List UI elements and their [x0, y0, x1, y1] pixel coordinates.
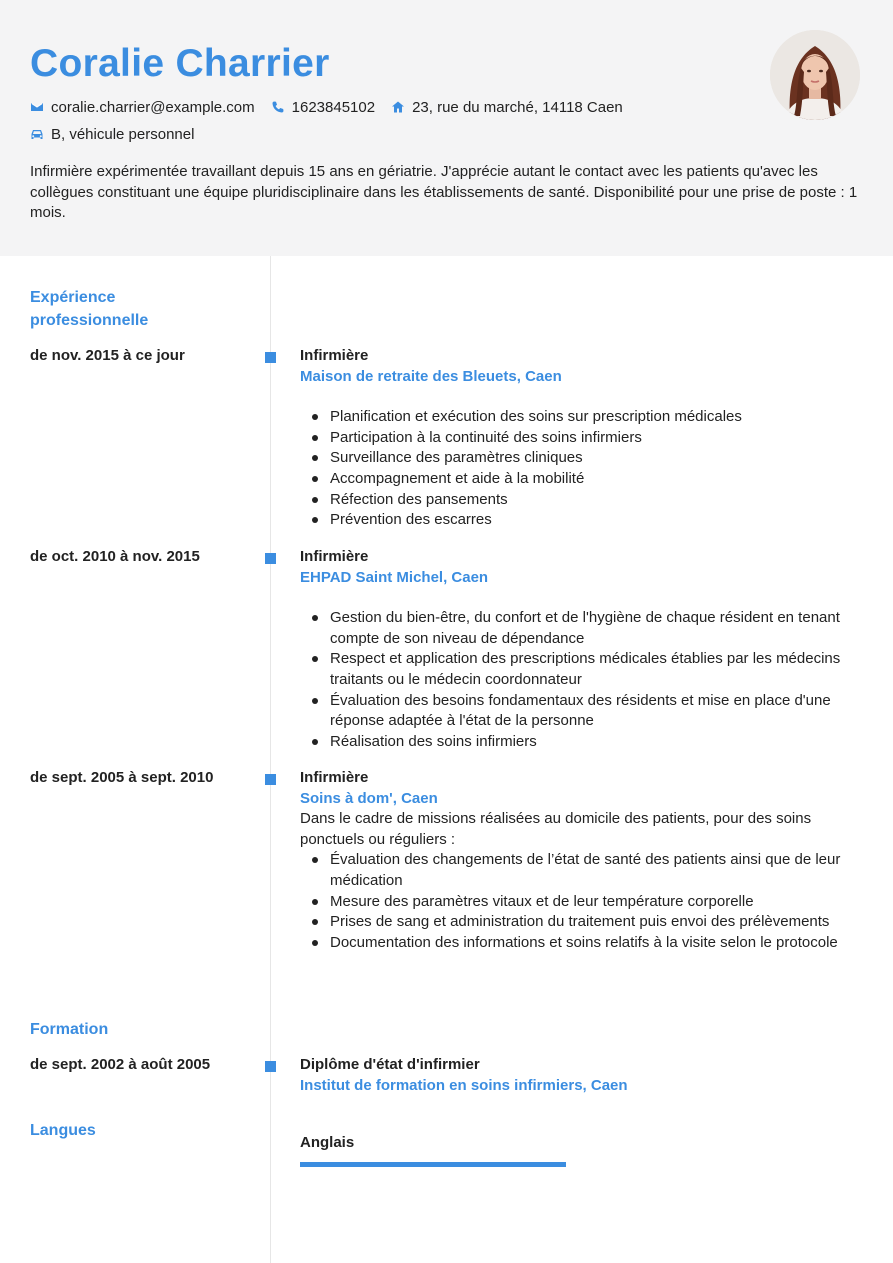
email-icon	[30, 100, 44, 114]
timeline-marker	[265, 1061, 276, 1072]
job-organization: EHPAD Saint Michel, Caen	[300, 568, 489, 586]
contact-address	[391, 99, 623, 116]
email-text: coralie.charrier@example.com	[51, 98, 255, 116]
section-title-experience: Expérience professionnelle	[30, 289, 149, 329]
candidate-name: Coralie Charrier	[30, 42, 330, 85]
list-item: Prises de sang et administration du traitement puis envoi des prélèvements	[300, 912, 865, 933]
license-text: B, véhicule personnel	[51, 125, 195, 143]
car-icon	[30, 127, 44, 141]
home-icon	[391, 100, 405, 114]
section-title-education: Formation	[30, 1021, 109, 1038]
job-tasks	[300, 608, 865, 752]
license-row	[30, 124, 210, 144]
job-organization: Soins à dom', Caen	[300, 789, 438, 807]
job-tasks	[300, 850, 865, 953]
experience-entry	[300, 768, 865, 953]
job-organization: Maison de retraite des Bleuets, Caen	[300, 367, 562, 385]
job-description: Dans le cadre de missions réalisées au domicile des patients, pour des soins ponctuels ou réguliers :	[300, 810, 812, 848]
degree-title: Diplôme d'état d'infirmier	[300, 1056, 480, 1073]
list-item: Réalisation des soins infirmiers	[300, 732, 865, 753]
contact-license	[30, 126, 194, 143]
education-date: de sept. 2002 à août 2005	[30, 1056, 211, 1073]
list-item: Évaluation des changements de l’état de santé des patients ainsi que de leur médication	[300, 850, 865, 891]
timeline-divider	[270, 256, 271, 1263]
school-name: Institut de formation en soins infirmiers, Caen	[300, 1076, 628, 1094]
portrait-image	[770, 30, 860, 120]
address-text: 23, rue du marché, 14118 Caen	[412, 98, 623, 116]
list-item: Réfection des pansements	[300, 490, 865, 511]
language-level-bar	[300, 1162, 566, 1167]
profile-photo	[770, 30, 860, 120]
list-item: Respect et application des prescriptions médicales établies par les médecins traitants ou le médecin coordonnateur	[300, 649, 865, 690]
experience-entry	[300, 346, 865, 531]
job-title: Infirmière	[300, 548, 369, 565]
list-item: Surveillance des paramètres cliniques	[300, 448, 865, 469]
timeline-marker	[265, 774, 276, 785]
education-entry	[300, 1055, 865, 1096]
experience-date: de nov. 2015 à ce jour	[30, 347, 185, 364]
contact-email[interactable]	[30, 99, 255, 116]
cv-header	[0, 0, 893, 256]
list-item: Planification et exécution des soins sur prescription médicales	[300, 407, 865, 428]
contact-row	[30, 97, 639, 117]
profile-summary: Infirmière expérimentée travaillant depuis 15 ans en gériatrie. J'apprécie autant le contact avec les patients qu'avec les collègues constituant une équipe pluridisciplinaire dans les établissements de santé. Disponibilité pour une prise de poste : 1 mois.	[30, 163, 858, 221]
list-item: Accompagnement et aide à la mobilité	[300, 469, 865, 490]
job-title: Infirmière	[300, 347, 369, 364]
list-item: Gestion du bien-être, du confort et de l'hygiène de chaque résident en tenant compte de son niveau de dépendance	[300, 608, 865, 649]
list-item: Participation à la continuité des soins infirmiers	[300, 428, 865, 449]
section-title-languages: Langues	[30, 1122, 96, 1139]
contact-phone[interactable]	[271, 99, 375, 116]
timeline-marker	[265, 553, 276, 564]
phone-icon	[271, 100, 285, 114]
list-item: Prévention des escarres	[300, 510, 865, 531]
experience-entry	[300, 547, 865, 752]
job-tasks	[300, 407, 865, 531]
list-item: Documentation des informations et soins relatifs à la visite selon le protocole	[300, 933, 865, 954]
timeline-marker	[265, 352, 276, 363]
list-item: Évaluation des besoins fondamentaux des résidents et mise en place d'une réponse adaptée à l'état de la personne	[300, 691, 865, 732]
experience-date: de oct. 2010 à nov. 2015	[30, 548, 200, 565]
experience-date: de sept. 2005 à sept. 2010	[30, 769, 214, 786]
phone-text: 1623845102	[291, 98, 376, 116]
list-item: Mesure des paramètres vitaux et de leur température corporelle	[300, 892, 865, 913]
language-name: Anglais	[300, 1134, 355, 1151]
job-title: Infirmière	[300, 769, 369, 786]
